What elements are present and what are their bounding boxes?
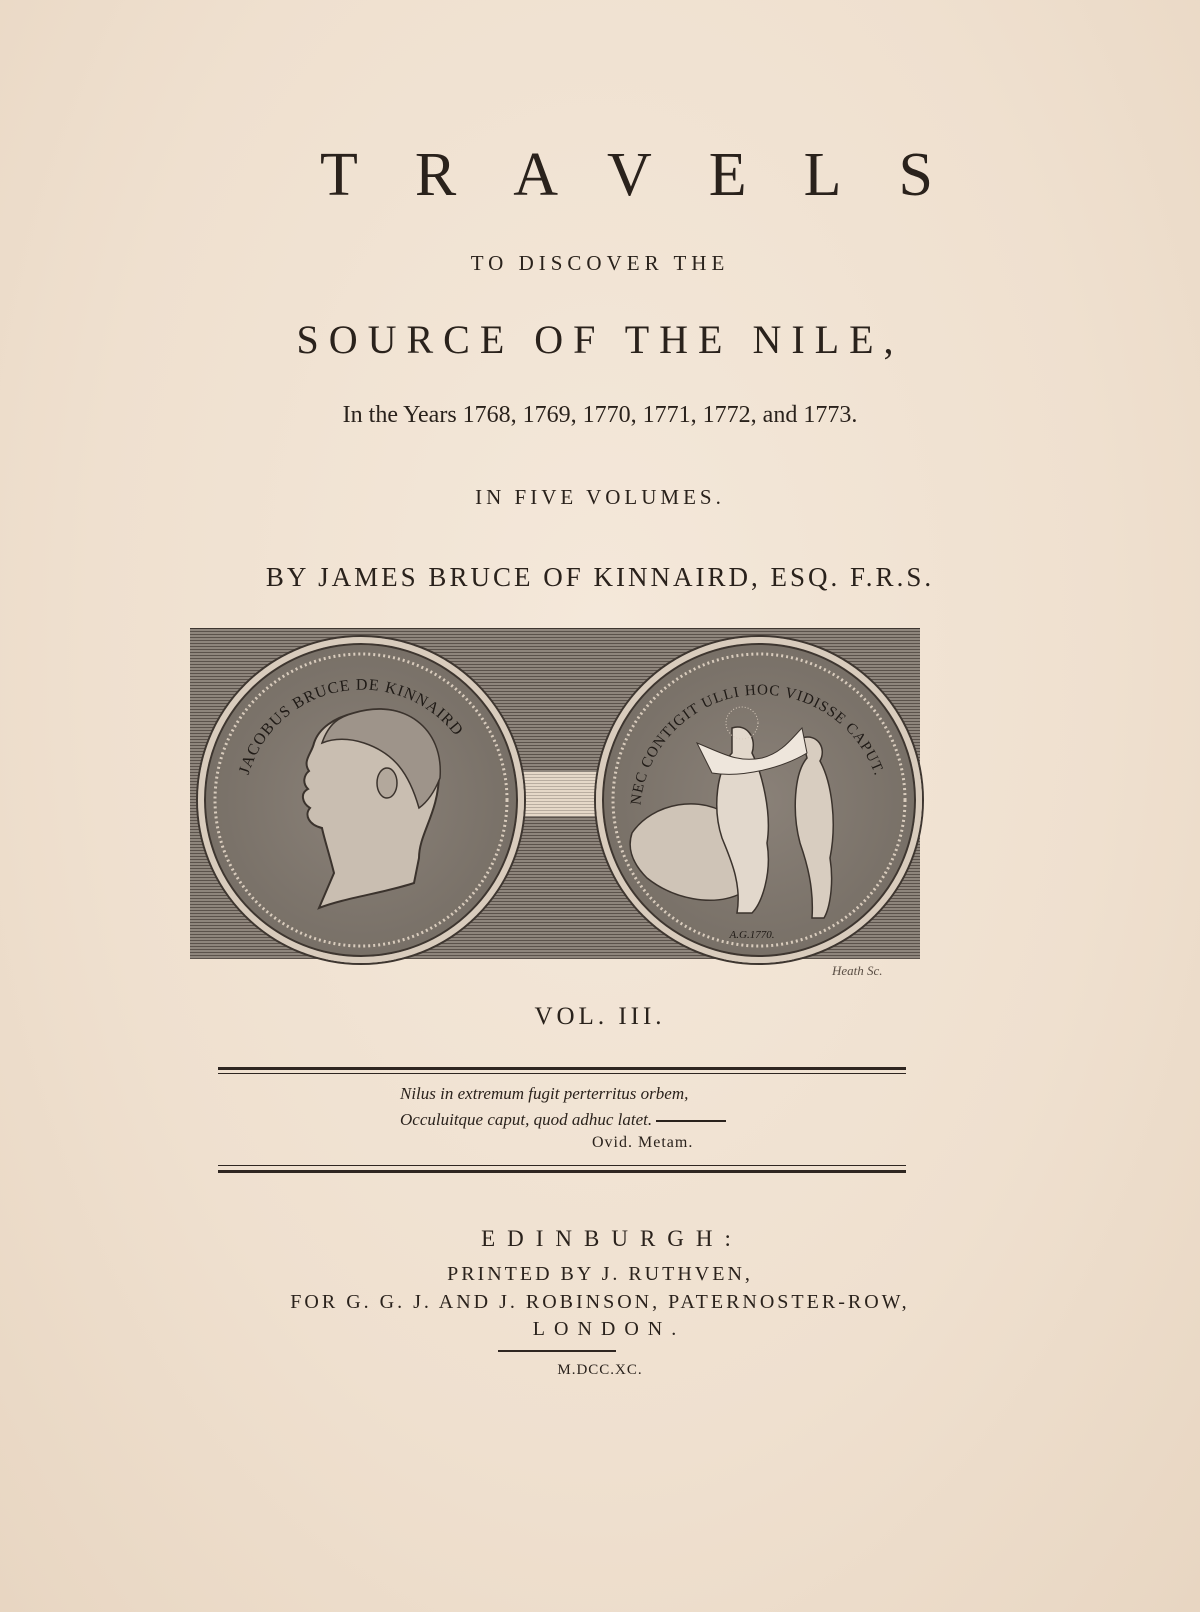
top-rule-thin bbox=[218, 1073, 906, 1074]
date-rule bbox=[498, 1350, 616, 1352]
right-medal-legend-path: NEC CONTIGIT ULLI HOC VIDISSE CAPUT. bbox=[628, 682, 887, 806]
volume-number: VOL. III. bbox=[534, 1003, 666, 1030]
subtitle-line-2: SOURCE OF THE NILE, bbox=[296, 317, 904, 362]
imprint-publisher: FOR G. G. J. AND J. ROBINSON, PATERNOSTER-ROW, bbox=[290, 1291, 910, 1313]
epigraph-line-2: Occuluitque caput, quod adhuc latet. bbox=[400, 1110, 653, 1129]
imprint-printer: PRINTED BY J. RUTHVEN, bbox=[447, 1263, 753, 1285]
imprint-city: EDINBURGH: bbox=[481, 1226, 743, 1251]
allegory-medal bbox=[596, 637, 922, 963]
engraver-signature: Heath Sc. bbox=[832, 963, 883, 978]
imprint-date: M.DCC.XC. bbox=[557, 1362, 643, 1378]
top-rule-thick bbox=[218, 1067, 906, 1070]
epigraph-line-1: Nilus in extremum fugit perterritus orbem, bbox=[400, 1084, 689, 1103]
book-title: TRAVELS bbox=[319, 141, 990, 209]
author-line: BY JAMES BRUCE OF KINNAIRD, ESQ. F.R.S. bbox=[265, 562, 935, 592]
right-medal-date: A.G.1770. bbox=[729, 929, 775, 941]
medal-engraving bbox=[190, 628, 920, 959]
subtitle-line-1: TO DISCOVER THE bbox=[470, 251, 730, 275]
years-line: In the Years 1768, 1769, 1770, 1771, 1772, and 1773. bbox=[342, 402, 858, 428]
bottom-rule-thin bbox=[218, 1165, 906, 1166]
epigraph-dash bbox=[656, 1120, 726, 1122]
epigraph-line-2-wrap bbox=[400, 1110, 726, 1130]
epigraph-attribution: Ovid. Metam. bbox=[592, 1134, 694, 1151]
bottom-rule-thick bbox=[218, 1170, 906, 1173]
portrait-medal bbox=[198, 637, 524, 963]
volumes-line: IN FIVE VOLUMES. bbox=[475, 485, 725, 509]
imprint-place: LONDON. bbox=[532, 1318, 686, 1340]
allegory-medal-art bbox=[602, 643, 916, 957]
portrait-medal-art bbox=[204, 643, 518, 957]
left-medal-legend-path: JACOBUS BRUCE DE KINNAIRD bbox=[235, 676, 467, 777]
